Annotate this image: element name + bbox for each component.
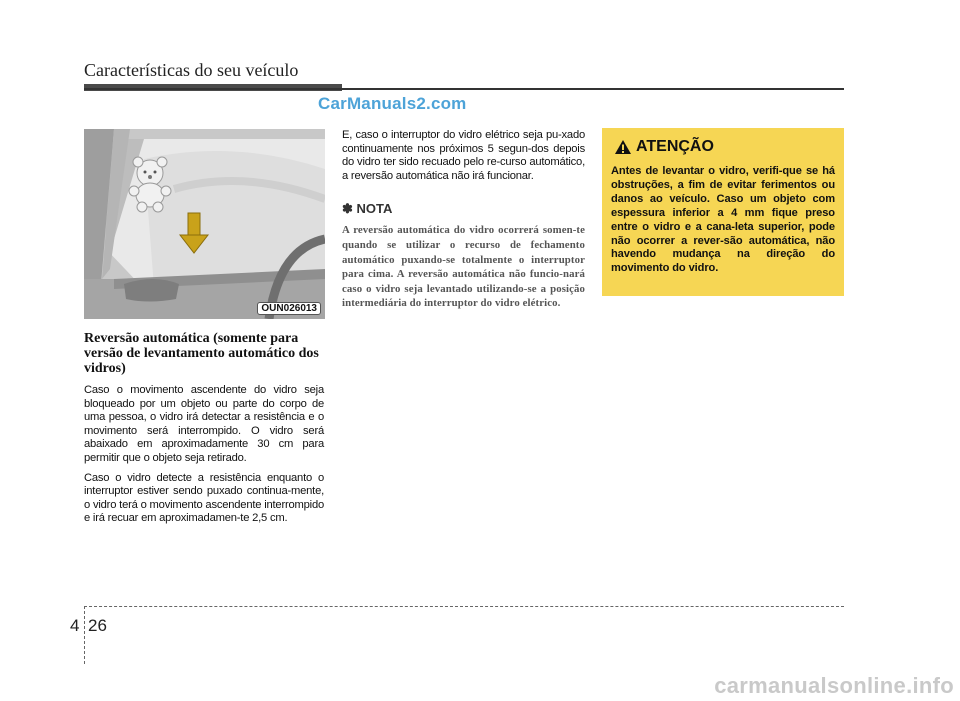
- footer-divider: [84, 606, 85, 664]
- note-title: ✽ NOTA: [342, 201, 393, 217]
- note-text: A reversão automática do vidro ocorrerá somen-te quando se utilizar o recurso de fechamento automático puxando-se totalmente o interruptor para cima. A reversão automática não funcio-nará caso o vidro seja levantado utilizando-se a posição intermediária do interruptor do vidro elétrico.: [342, 224, 585, 310]
- warning-text: Antes de levantar o vidro, verifi-que se há obstruções, a fim de evitar ferimentos ou danos ao veículo. Caso um objeto com espessura inferior a 4 mm fique preso entre o vidro e a cana-leta superior, pode não ocorrer a rever-são automática, não havendo mudança na direção do movimento do vidro.: [611, 165, 835, 275]
- watermark-link-bottom[interactable]: carmanualsonline.info: [714, 673, 954, 698]
- column-middle: [342, 129, 585, 311]
- header-rule: [84, 88, 844, 90]
- chapter-number: 4: [70, 616, 80, 635]
- page-title: Características do seu veículo: [84, 60, 299, 80]
- footer-rule: [84, 606, 844, 607]
- warning-box: [602, 128, 844, 296]
- figure-code-label: OUN026013: [257, 302, 321, 315]
- paragraph-2: Caso o vidro detecte a resistência enquanto o interruptor estiver sendo puxado continua-mente, o vidro terá o movimento ascendente interrompido e irá recuar em aproximadamen-te 2,5 cm.: [84, 471, 324, 525]
- warning-title: ATENÇÃO: [636, 138, 714, 155]
- paragraph-continued: E, caso o interruptor do vidro elétrico seja pu-xado continuamente nos próximos 5 segun-dos depois do vidro ter sido recuado pelo re-curso automático, a reversão automática não irá funcionar.: [342, 129, 585, 182]
- watermark-link-top[interactable]: CarManuals2.com: [318, 94, 467, 113]
- warning-triangle-icon: [614, 139, 632, 155]
- page-number: 26: [88, 616, 107, 635]
- column-left: [84, 331, 324, 532]
- paragraph-1: Caso o movimento ascendente do vidro seja bloqueado por um objeto ou parte do corpo de uma pessoa, o vidro irá detectar a resistência e o movimento será interrompido. O vidro será abaixado em aproximadamente 30 cm para permitir que o objeto seja retirado.: [84, 384, 324, 464]
- warning-header: [611, 138, 835, 156]
- section-heading: Reversão automática (somente para versão de levantamento automático dos vidros): [84, 331, 319, 376]
- window-reversal-illustration: [84, 129, 325, 319]
- window-illustration: [84, 129, 325, 319]
